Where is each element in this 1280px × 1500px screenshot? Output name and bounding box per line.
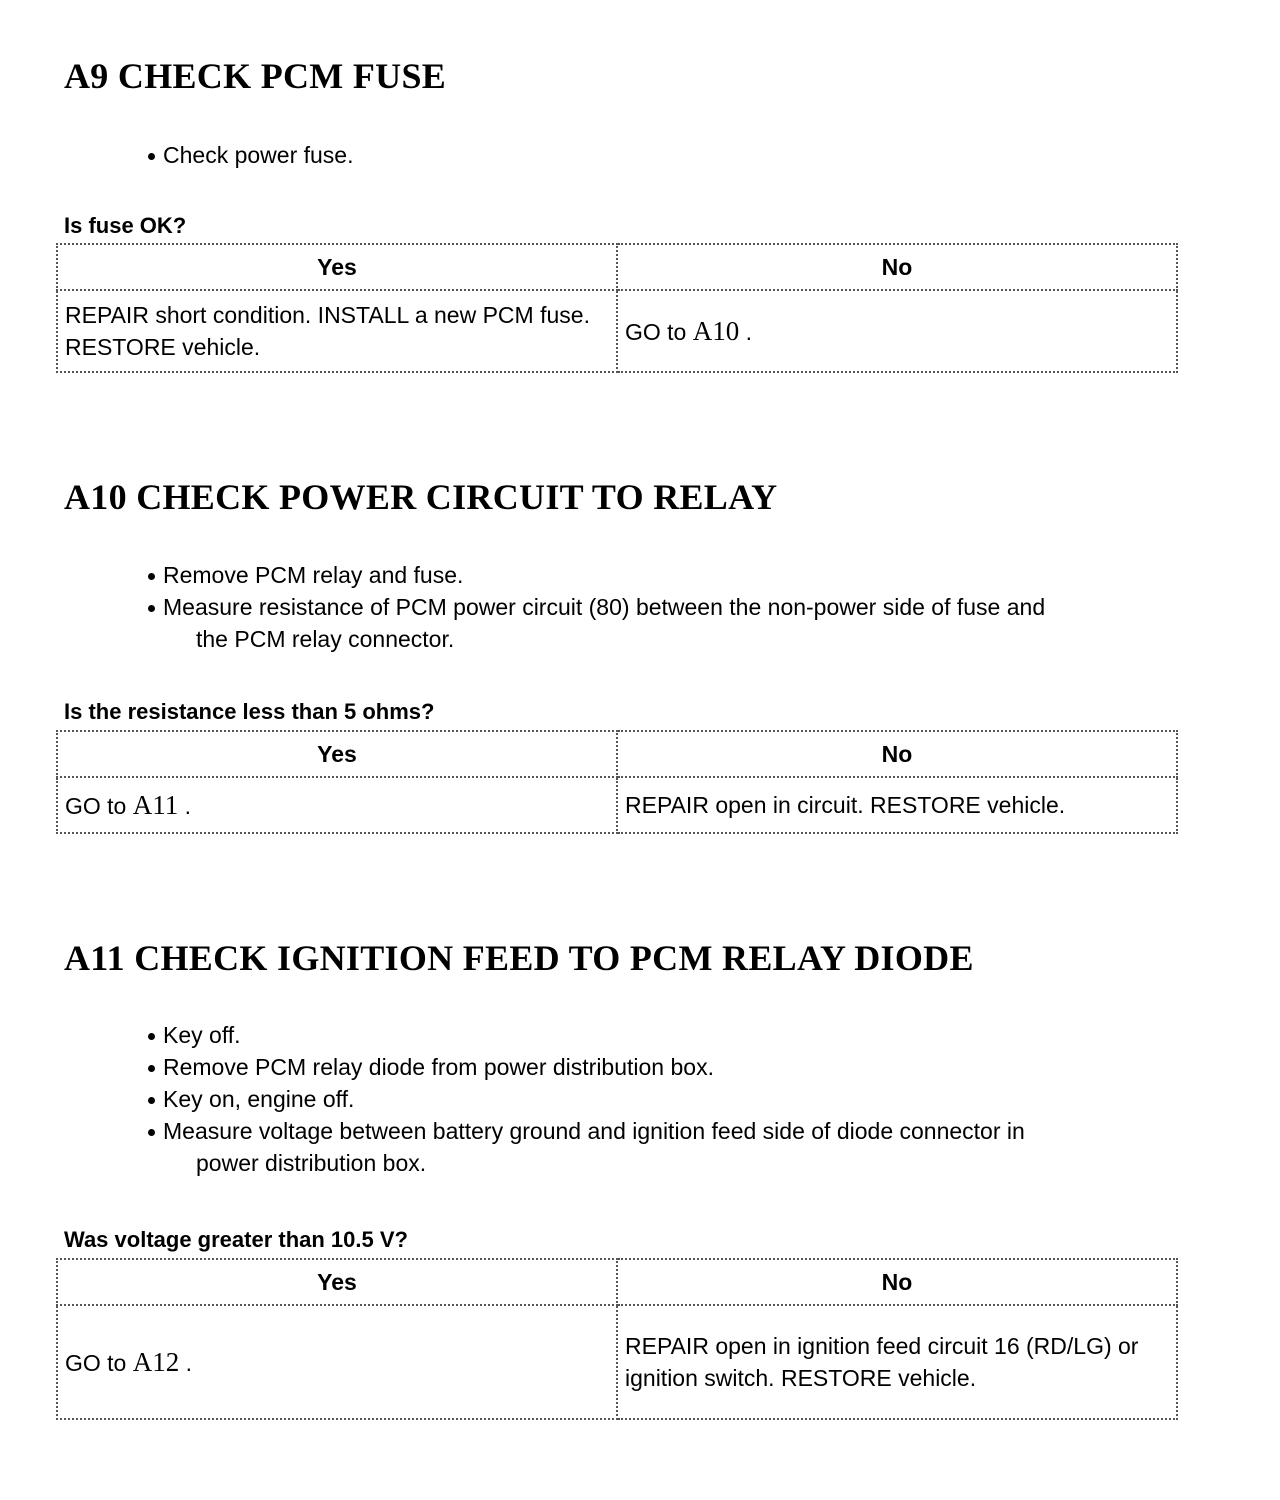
- no-cell: [617, 290, 1177, 372]
- step-title: A10 CHECK POWER CIRCUIT TO RELAY: [64, 477, 778, 517]
- goto-link-a11[interactable]: A11: [132, 789, 179, 820]
- no-header: No: [617, 244, 1177, 290]
- decision-table: [56, 1258, 1178, 1420]
- step-title: A11 CHECK IGNITION FEED TO PCM RELAY DIODE: [64, 938, 974, 978]
- goto-prefix: GO to: [65, 792, 133, 819]
- list-item: Check power fuse.: [146, 139, 1256, 171]
- goto-prefix: GO to: [625, 318, 693, 345]
- goto-suffix: .: [178, 792, 192, 819]
- yes-cell: [57, 1305, 617, 1419]
- bullet-list: [146, 1019, 1256, 1179]
- list-item: Key on, engine off.: [146, 1083, 1256, 1115]
- no-header: No: [617, 731, 1177, 777]
- list-item: Measure resistance of PCM power circuit (80) between the non-power side of fuse and the PCM relay connector.: [146, 591, 1256, 655]
- bullet-icon: [148, 1065, 155, 1072]
- goto-link-a12[interactable]: A12: [132, 1346, 180, 1377]
- list-item: Remove PCM relay diode from power distribution box.: [146, 1051, 1256, 1083]
- step-title: A9 CHECK PCM FUSE: [64, 56, 447, 96]
- goto-link-a10[interactable]: A10: [692, 315, 740, 346]
- table-row: [57, 290, 1177, 372]
- list-item: Remove PCM relay and fuse.: [146, 559, 1256, 591]
- decision-table: [56, 243, 1178, 373]
- no-header: No: [617, 1259, 1177, 1305]
- table-header-row: [57, 731, 1177, 777]
- table-row: [57, 777, 1177, 833]
- bullet-icon: [148, 1129, 155, 1136]
- table-header-row: [57, 1259, 1177, 1305]
- decision-table: [56, 730, 1178, 834]
- goto-suffix: .: [739, 318, 753, 345]
- yes-cell: REPAIR short condition. INSTALL a new PCM fuse. RESTORE vehicle.: [57, 290, 617, 372]
- bullet-list: [146, 139, 1256, 171]
- list-item: Measure voltage between battery ground and ignition feed side of diode connector in power distribution box.: [146, 1115, 1256, 1179]
- list-item: Key off.: [146, 1019, 1256, 1051]
- yes-header: Yes: [57, 731, 617, 777]
- no-cell: REPAIR open in ignition feed circuit 16 (RD/LG) or ignition switch. RESTORE vehicle.: [617, 1305, 1177, 1419]
- bullet-icon: [148, 1033, 155, 1040]
- table-row: [57, 1305, 1177, 1419]
- bullet-icon: [148, 573, 155, 580]
- yes-header: Yes: [57, 1259, 617, 1305]
- question-text: Was voltage greater than 10.5 V?: [64, 1227, 408, 1252]
- no-cell: REPAIR open in circuit. RESTORE vehicle.: [617, 777, 1177, 833]
- bullet-icon: [148, 1097, 155, 1104]
- yes-cell: [57, 777, 617, 833]
- bullet-icon: [148, 153, 155, 160]
- goto-suffix: .: [179, 1349, 193, 1376]
- bullet-icon: [148, 605, 155, 612]
- bullet-list: [146, 559, 1256, 655]
- yes-header: Yes: [57, 244, 617, 290]
- question-text: Is fuse OK?: [64, 213, 187, 238]
- goto-prefix: GO to: [65, 1349, 133, 1376]
- table-header-row: [57, 244, 1177, 290]
- question-text: Is the resistance less than 5 ohms?: [64, 699, 435, 724]
